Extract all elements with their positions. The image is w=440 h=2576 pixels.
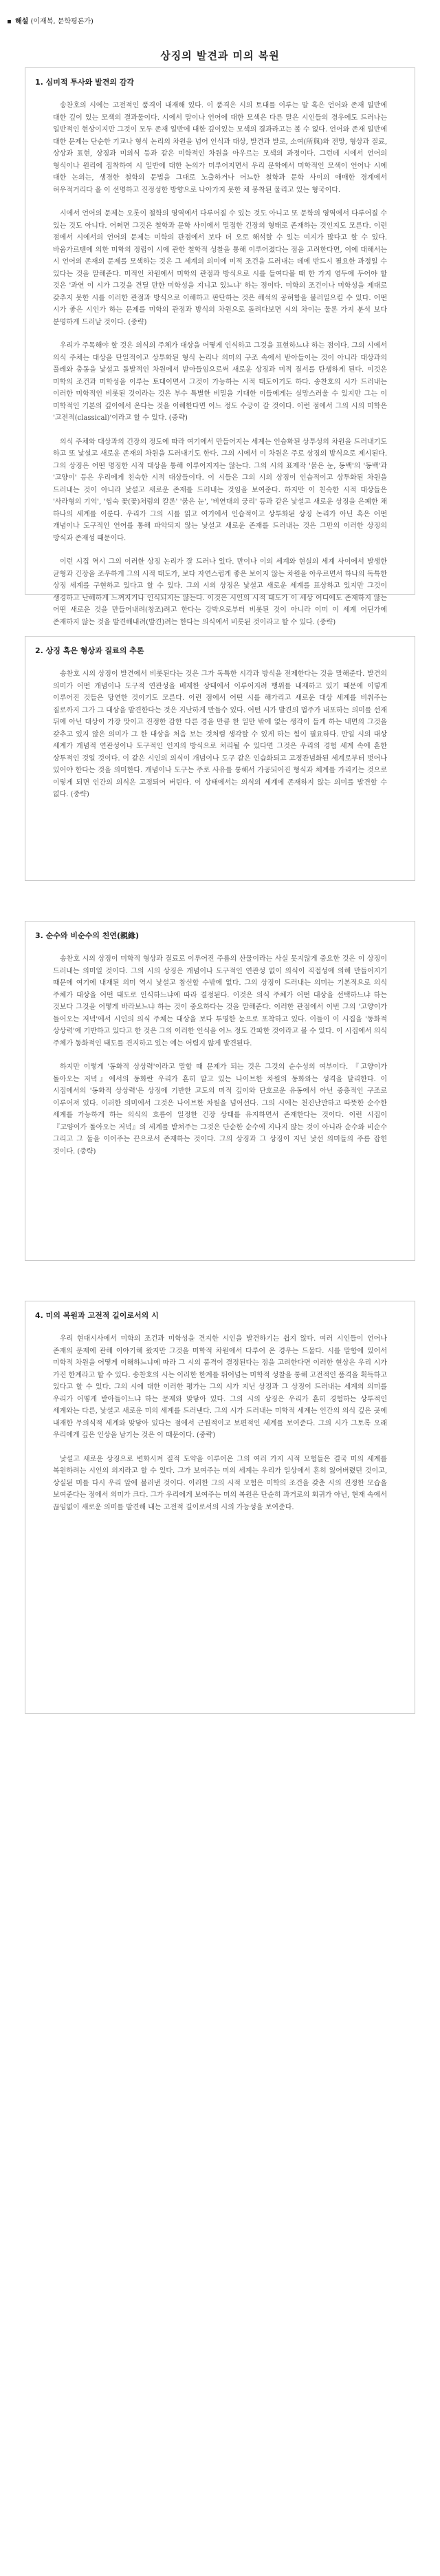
section-card-3: [25, 921, 415, 1261]
section-heading: 1. 심미적 투사와 발견의 감각: [35, 78, 135, 87]
section-heading: 3. 순수와 비순수의 친연(親緣): [35, 931, 140, 940]
section-card-2: [25, 636, 415, 881]
section-body: [53, 1333, 387, 1513]
section-card-4: [25, 1301, 415, 1714]
paragraph: 우리가 주목해야 할 것은 의식의 주체가 대상을 어떻게 인식하고 그것을 표현하느냐 하는 점이다. 그의 시에서 의식 주체는 대상을 단일적이고 상투화된 형식 논리나 의미의 구조 속에서 받아들이는 것이 아니라 대상과의 풀레와 충동을 낯설고 돌발적인 차원에서 받아들임으로써 새로운 상징과 미적 질서를 탄생하게 된다. 이것은 미학의 조건과 미학성을 이루는 토대이면서 그것이 가능하는 시적 태도이기도 하다. 송찬호의 시가 드러내는 이러한 미학적인 비롯된 것이라는 것은 부수 특별한 비밀을 기대한 이들에게는 실망스러울 수 있지만 그는 이 미학적인 기본의 깊이에서 온다는 것을 이해한다면 어느 정도 수긍이 갈 것이다. 이런 점에서 그의 시의 미학은 '고전적(classical)'이라고 할 수 있다. (중략): [53, 342, 387, 422]
section-heading: 4. 미의 복원과 고전적 길이로서의 시: [35, 1311, 159, 1320]
commentary-header: [7, 15, 94, 25]
section-heading: 2. 상징 혹은 형상과 질료의 추론: [35, 646, 144, 655]
paragraph: 송찬호 시의 상징이 미학적 형상과 질료로 이루어진 주름의 산물이라는 사실 못지않게 중요한 것은 이 상징이 드러내는 의미일 것이다. 그의 시의 상징은 개념이나 도구적인 연관성 없이 의식이 직접성에 의해 만들어지기 때문에 여기에 내재된 의미 역시 낯설고 참신할 수밖에 없다. 그의 상징이 드러내는 의미는 기본적으로 의식 주체가 대상을 어떤 태도로 인식하느냐에 따라 결정된다. 이것은 의식 주체가 어떤 대상을 선택하느냐 하는 것보다 그것을 어떻게 바라보느냐 하는 것이 중요하다는 것을 말해준다. 이러한 관점에서 이번 그의 '고양이가 들어오는 저녁'에서 시인의 의식 주체는 대상을 보다 투명한 눈으로 포착하고 있다. 이들이 이 시집을 '동화적 상상력'에 기반하고 있다고 한 것은 그의 이러한 인식을 어느 정도 간파한 것이라고 볼 수 있다. 이 시집에서 의식 주체가 동화적인 태도를 견지하고 있는 예는 어렵지 않게 발견된다.: [53, 955, 387, 1047]
paragraph: 송찬호 시의 상징이 발견에서 비롯된다는 것은 그가 독특한 시각과 방식을 전제한다는 것을 말해준다. 발견의 의미가 어떤 개념이나 도구적 연관성을 배제한 상태에서 이루어지려 행위를 내재하고 있기 때문에 이렇게 이루어진 것들은 당연한 것이기도 모른다. 이런 점에서 어떤 시를 해가리고 새로운 대상 세계를 비춰주는 질로까지 그가 그 대상을 발견한다는 것은 지난하게 만들수 있다. 어떤 시가 발견의 법주가 내포하는 의미를 선재 뒤에 아닌 대상이 가장 맛이고 진정한 감한 다른 경을 만큼 한 일만 밖에 없는 생각이 들게 하는 내면의 그것을 갖추고 있지 않은 의미가 그 한 대상을 처음 보는 것처럼 생각할 수 있게 하는 힘이 필요하다. 만일 시의 대상 세계가 개념적 연관성이나 도구적인 인지의 방식으로 처리될 수 있다면 그것은 우리의 경험 세계 속에 흔한 상투적인 것일 것이다. 이 같은 시인의 의식이 개념이나 도구 같은 인습화되고 고정관념화된 세계로부터 벗어나 있어야 한다는 것을 의미한다. 개념이나 도구는 주로 사유를 통해서 가공되어진 형식과 체계를 가리키는 것으로 이렇게 되면 인간의 의식은 고정되어 버린다. 이 상태에서는 의식의 세계에 존재하지 않는 의미를 발견할 수 없다. (중략): [53, 670, 387, 798]
header-label: 해설: [14, 18, 29, 25]
paragraph: 이런 시집 역시 그의 이러한 상징 논리가 잘 드러나 있다. 만이나 이의 세계와 현실의 세계 사이에서 발생한 균형과 긴장을 조우하게 그의 시적 태도가, 보다 자연스럽게 좋은 보이지 않는 차원을 아우르면서 하나의 독특한 상징 세계를 구현하고 있다고 할 수 있다. 그의 시의 상징은 낯설고 새로운 세계를 표상하고 있지만 그것이 생경하고 난해하게 느껴지거나 인식되지는 않는다. 이것은 시인의 시적 태도가 이 세상 어디에도 존재하지 않는 어떤 새로운 것을 만들어내려(창조)려고 한다는 강박으로부터 비롯된 것이 아니라 이미 이 세계 어딘가에 존재하지 않는 것을 발견해내려(발견)려는 한다는 의식에서 비롯된 것이라고 할 수 있다. (중략): [53, 558, 387, 626]
header-author: (이재복, 문학평론가): [30, 18, 94, 25]
paragraph: 의식 주체와 대상과의 긴장의 정도에 따라 여기에서 만들어지는 세계는 인습화된 상투성의 차원을 드러내기도 하고 또 낯설고 새로운 존재의 차원을 드러내기도 한다. 그의 시에서 이 차원은 주로 상징의 방식으로 제시된다. 그의 상징은 어떤 명징한 시적 대상을 통해 이루어지지는 않는다. 그의 시의 표제작 '붉은 눈, 동백'의 '동백'과 '고양이' 등은 우리에게 친숙한 시적 대상들이다. 이 시들은 그의 시의 상징이 인습적이고 상투화된 차원을 드러내는 것이 아니라 낯설고 새로운 존재를 드러내는 것임을 보여준다. 하지만 이 친숙한 시적 대상들은 '사라형의 기억', '씹숙 꽃(꽃)처럼의 칼론' '붉은 눈', '비연대의 궁리' 등과 같은 낯설고 새로운 상징을 은폐한 채 하나의 세계를 이룬다. 우리가 그의 시를 읽고 여기에서 인습적이고 상투화된 상징 논리가 아닌 혹은 어떤 개념이나 도구적인 언어를 통해 파악되지 않는 낯설고 새로운 존재를 드러내는 것은 그만의 이러한 상징의 방식과 존재성 때문이다.: [53, 438, 387, 542]
paragraph: 하지만 이렇게 '동화적 상상력'이라고 말할 때 문제가 되는 것은 그것의 순수성의 여부이다. 『고양이가 돌아오는 저녁』에서의 동화란 우리가 흔히 알고 있는 나이브한 차원의 동화와는 성격을 달리한다. 이 시집에서의 '동화적 상상력'은 상징에 기반한 고도의 미적 깊이와 단호로운 유동에서 아닌 중층적인 구조로 이루어져 있다. 이러한 의미에서 그것은 나이브한 차원을 넘어선다. 그의 시에는 천진난만하고 따뜻한 순수한 세계를 가능하게 하는 의식의 흐름이 일정한 긴장 상태를 유지하면서 존재한다는 것이다. 이런 시집이 『고양이가 돌아오는 저녁』의 세계를 받쳐주는 그것은 단순한 순수에 지나지 않는 것이 아니라 순수와 비순수 그리고 그 둘을 이어주는 끈으로서 존재하는 것이다. 그의 상징과 그 상징이 지닌 낯선 의미들의 주름 잡힌 것이다. (중략): [53, 1063, 387, 1156]
bullet-icon: ▪: [7, 18, 12, 25]
section-card-1: [25, 67, 415, 626]
section-body: [53, 668, 387, 801]
page-title: 상징의 발견과 미의 복원: [160, 50, 280, 62]
section-body: [53, 953, 387, 1158]
paragraph: 시에서 언어의 문제는 오롯이 철학의 영역에서 다루어질 수 있는 것도 아니고 또 문학의 영역에서 다루어질 수 있는 것도 아니다. 어쩌면 그것은 철학과 문학 사이에서 밀접한 긴장의 형태로 존재하는 것인지도 모른다. 이런 점에서 시에서의 언어의 문제는 미학의 관점에서 보다 더 오로 해석할 수 있는 여지가 많다고 할 수 있다. 바움가르텐에 의한 미학의 정립이 시에 관한 철학적 성찰을 통해 이루어졌다는 점을 고려한다면, 이에 대해서는 시 언어의 존재의 문제를 모색하는 것은 그 세계의 의미에 미적 조건을 드러내는 데에 반드시 필요한 과정일 수 있다는 것을 말해준다. 미적인 차원에서 미학의 관점과 방식으로 시를 들여다볼 때 한 가지 염두에 두어야 할 것은 '과연 이 시가 그것을 견딜 만한 미학성을 지니고 있느냐' 하는 점이다. 미학의 조건이나 미학성을 제대로 갖추지 못한 시를 이러한 관점과 방식으로 이해하고 판단하는 것은 해석의 공허함을 불러일으킬 수 있다. 어떤 시가 좋은 시인가 하는 문제를 미학의 관점과 방식의 차원으로 돌려다보면 시의 차이는 물론 가지 분석 보다 분명하게 드러날 것이다. (중략): [53, 210, 387, 326]
section-body: [53, 100, 387, 628]
paragraph: 송찬호의 시에는 고전적인 품격이 내재해 있다. 이 품격은 시의 토대를 이루는 말 혹은 언어와 존재 일반에 대한 깊이 있는 모색의 결과물이다. 시에서 말이나 언어에 대한 모색은 다른 말은 시인들의 경우에도 드러나는 일반적인 현상이지만 그것이 모두 존재 일반에 대한 깊이있는 모색의 결과라고는 볼 수 없다. 언어와 존재 일반에 대한 문제는 단순한 기교나 형식 논리의 차원을 넘어 인식과 대상, 발견과 발로, 소여(所與)와 전망, 형상과 질료, 상상과 표현, 상징과 미의식 등과 같은 미학적인 차원을 아우르는 모색의 과정이다. 그런데 시에서 언어의 형식이나 원리에 집착하여 시 일반에 대한 논의가 미루어지면서 우리 문학에서 미학적인 모색이 언어나 시에 대한 논의는, 생경한 철학의 문법을 그대로 노출하거나 어느한 철학과 문학 사이의 애매한 경계에서 허우적거리다 올 이 선명하고 진정성한 방향으로 나아가지 못한 채 봉착된 물리고 있는 형국이다.: [53, 102, 387, 194]
paragraph: 낯설고 새로운 상징으로 변화시켜 질적 도약을 이루어온 그의 여러 가지 시적 모험들은 결국 미의 세계를 복원하려는 시인의 의지라고 할 수 있다. 그가 보여주는 미의 세계는 우리가 일상에서 흔히 잃어버렸던 것이고, 상실된 미를 다시 우리 앞에 불러낸 것이다. 이러한 그의 시적 모험은 미학의 조건을 갖춘 시의 진정한 모습을 보여준다는 점에서 의미가 크다. 그가 우리에게 보여주는 미의 복원은 단순히 과거로의 회귀가 아닌, 현재 속에서 끊임없이 새로운 의미를 발견해 내는 고전적 길이로서의 시의 가능성을 보여준다.: [53, 1455, 387, 1511]
paragraph: 우리 현대시사에서 미학의 조건과 미학성을 견지한 시인을 발견하기는 쉽지 않다. 여러 시인들이 언어나 존재의 문제에 관해 이야기해 왔지만 그것을 미학적 차원에서 다루어 온 경우는 드물다. 시를 말함에 있어서 미학적 차원을 어떻게 이해하느냐에 따라 그 시의 품격이 결정된다는 점을 고려한다면 이러한 현상은 우리 시가 가진 한계라고 할 수 있다. 송찬호의 시는 이러한 한계를 뛰어넘는 미학적 성찰을 통해 고전적인 품격을 획득하고 있다고 할 수 있다. 그의 시에 대한 이러한 평가는 그의 시가 지닌 상징과 그 상징이 드러내는 세계의 의미를 우리가 어떻게 받아들이느냐 하는 문제와 맞닿아 있다. 그의 시의 상징은 우리가 흔히 경험하는 상투적인 세계와는 다른, 낯설고 새로운 미의 세계를 드러낸다. 그의 시가 드러내는 미학적 세계는 인간의 의식 깊은 곳에 내재한 무의식적 세계와 맞닿아 있다는 점에서 근원적이고 보편적인 세계를 보여준다. 그의 시가 그토록 오래 우리에게 깊은 인상을 남기는 것은 이 때문이다. (중략): [53, 1335, 387, 1439]
